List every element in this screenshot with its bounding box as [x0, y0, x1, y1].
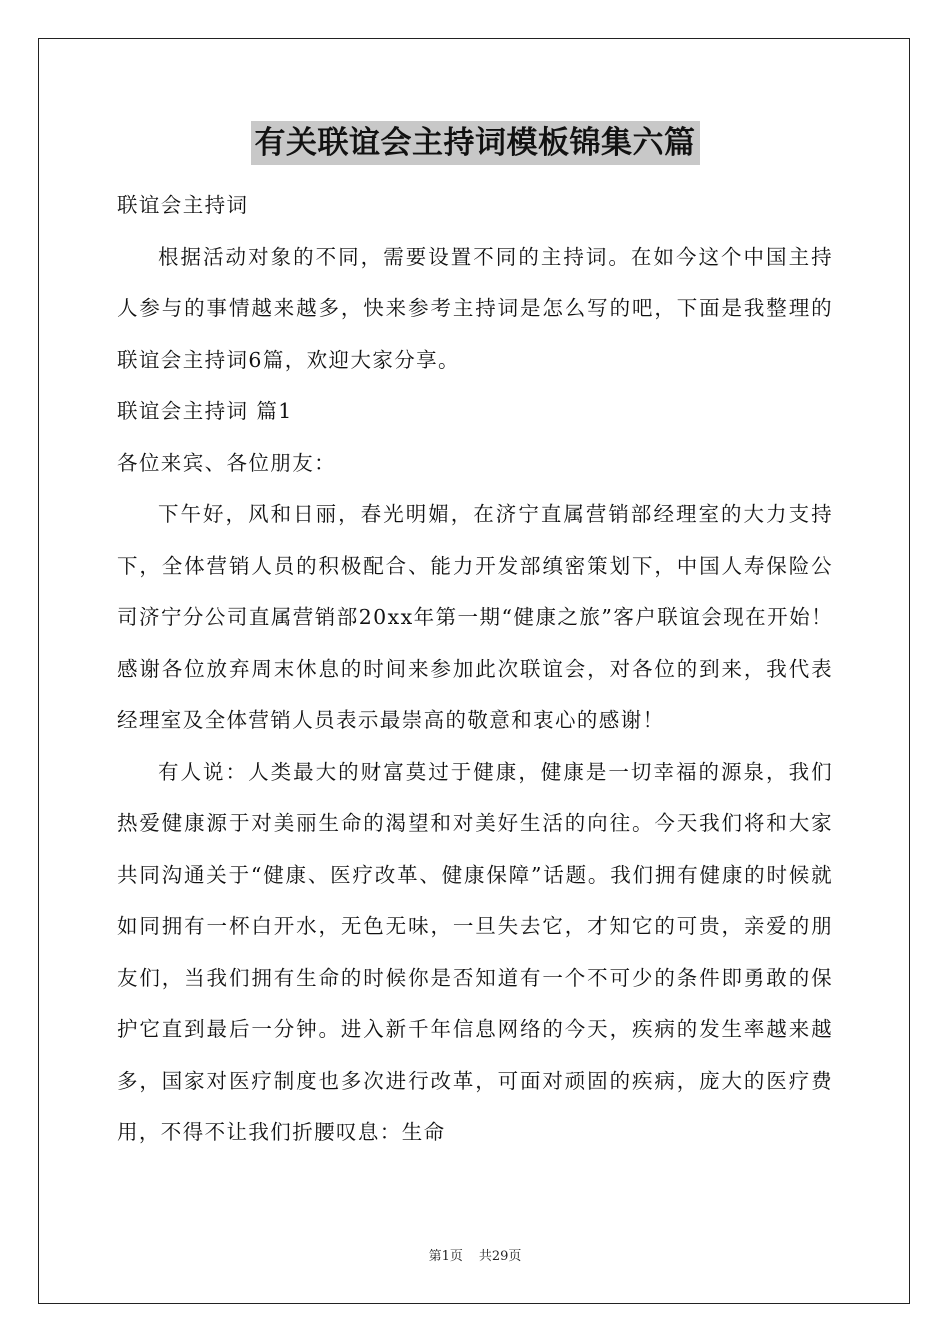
body-paragraph-2: 有人说：人类最大的财富莫过于健康，健康是一切幸福的源泉，我们热爱健康源于对美丽生命的渴望和对美好生活的向往。今天我们将和大家共同沟通关于“健康、医疗改革、健康保障”话题。我们拥有健康的时候就如同拥有一杯白开水，无色无味，一旦失去它，才知它的可贵，亲爱的朋友们，当我们拥有生命的时候你是否知道有一个不可少的条件即勇敢的保护它直到最后一分钟。进入新千年信息网络的今天，疾病的发生率越来越多，国家对医疗制度也多次进行改革，可面对顽固的疾病，庞大的医疗费用，不得不让我们折腰叹息：生命 [117, 759, 833, 1144]
page-number: 第1页 [428, 1249, 463, 1264]
greeting: 各位来宾、各位朋友： [117, 450, 336, 475]
intro-paragraph: 根据活动对象的不同，需要设置不同的主持词。在如今这个中国主持人参与的事情越来越多，快来参考主持词是怎么写的吧，下面是我整理的联谊会主持词6篇，欢迎大家分享。 [117, 244, 833, 372]
body-paragraph-1: 下午好，风和日丽，春光明媚，在济宁直属营销部经理室的大力支持下，全体营销人员的积极配合、能力开发部缜密策划下，中国人寿保险公司济宁分公司直属营销部20xx年第一期“健康之旅”客户联谊会现在开始！感谢各位放弃周末休息的时间来参加此次联谊会，对各位的到来，我代表经理室及全体营销人员表示最崇高的敬意和衷心的感谢！ [117, 502, 833, 732]
title-container [117, 120, 833, 176]
page-total: 共29页 [478, 1249, 522, 1264]
page-footer [0, 1245, 950, 1264]
document-body [117, 120, 833, 1159]
section-heading: 联谊会主持词 篇1 [117, 399, 293, 423]
subheading: 联谊会主持词 [117, 193, 249, 217]
document-title: 有关联谊会主持词模板锦集六篇 [251, 121, 700, 165]
